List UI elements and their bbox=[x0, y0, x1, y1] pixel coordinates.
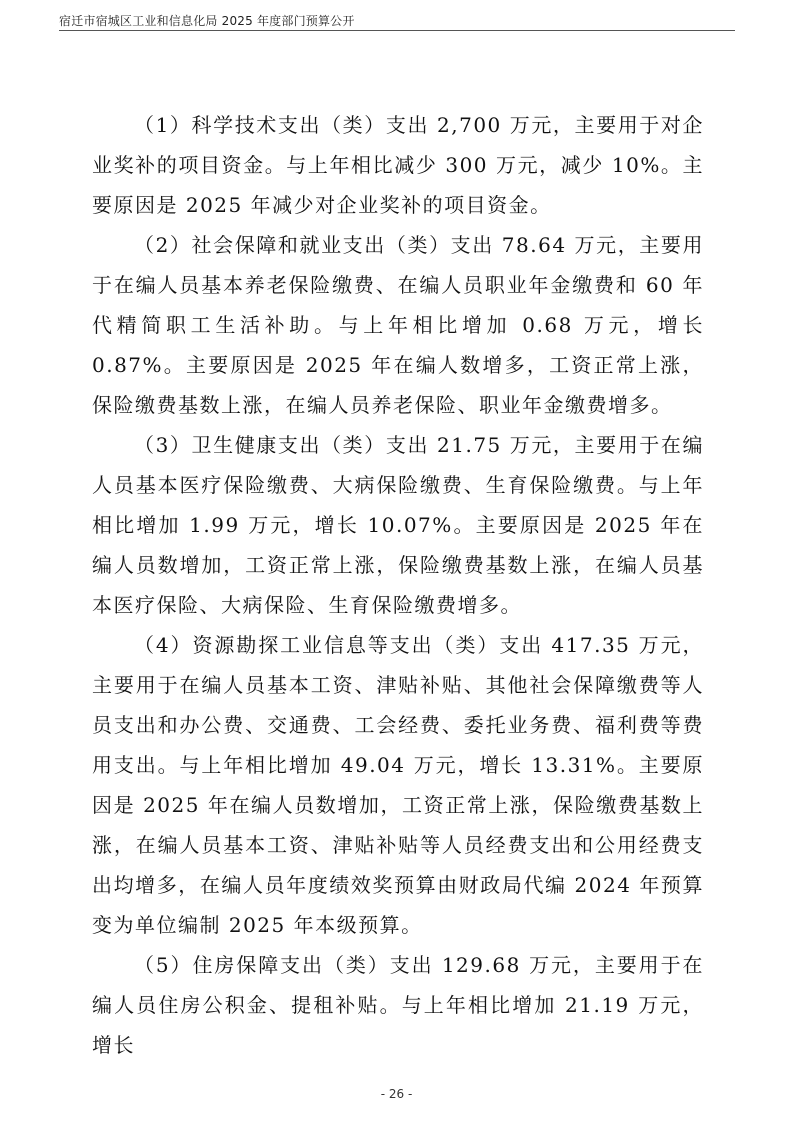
header-title: 宿迁市宿城区工业和信息化局 2025 年度部门预算公开 bbox=[59, 14, 355, 28]
header-divider bbox=[59, 30, 735, 31]
document-body bbox=[92, 105, 704, 1065]
paragraph-housing: （5）住房保障支出（类）支出 129.68 万元，主要用于在编人员住房公积金、提租补贴。与上年相比增加 21.19 万元，增长 bbox=[92, 953, 704, 1057]
paragraph-health: （3）卫生健康支出（类）支出 21.75 万元，主要用于在编人员基本医疗保险缴费、大病保险缴费、生育保险缴费。与上年相比增加 1.99 万元，增长 10.07%。主要原因是 2025 年在编人员数增加，工资正常上涨，保险缴费基数上涨，在编人员基本医疗保险、大病保险、生育保险缴费增多。 bbox=[92, 433, 704, 617]
paragraph-science-technology: （1）科学技术支出（类）支出 2,700 万元，主要用于对企业奖补的项目资金。与上年相比减少 300 万元，减少 10%。主要原因是 2025 年减少对企业奖补的项目资金。 bbox=[92, 113, 704, 217]
paragraph-social-security: （2）社会保障和就业支出（类）支出 78.64 万元，主要用于在编人员基本养老保险缴费、在编人员职业年金缴费和 60 年代精简职工生活补助。与上年相比增加 0.68 万元，增长 0.87%。主要原因是 2025 年在编人数增多，工资正常上涨，保险缴费基数上涨，在编人员养老保险、职业年金缴费增多。 bbox=[92, 233, 704, 417]
page-number: - 26 - bbox=[380, 1087, 413, 1101]
paragraph-resources-industry: （4）资源勘探工业信息等支出（类）支出 417.35 万元，主要用于在编人员基本工资、津贴补贴、其他社会保障缴费等人员支出和办公费、交通费、工会经费、委托业务费、福利费等费用支出。与上年相比增加 49.04 万元，增长 13.31%。主要原因是 2025 年在编人员数增加，工资正常上涨，保险缴费基数上涨，在编人员基本工资、津贴补贴等人员经费支出和公用经费支出均增多，在编人员年度绩效奖预算由财政局代编 2024 年预算变为单位编制 2025 年本级预算。 bbox=[92, 633, 704, 937]
